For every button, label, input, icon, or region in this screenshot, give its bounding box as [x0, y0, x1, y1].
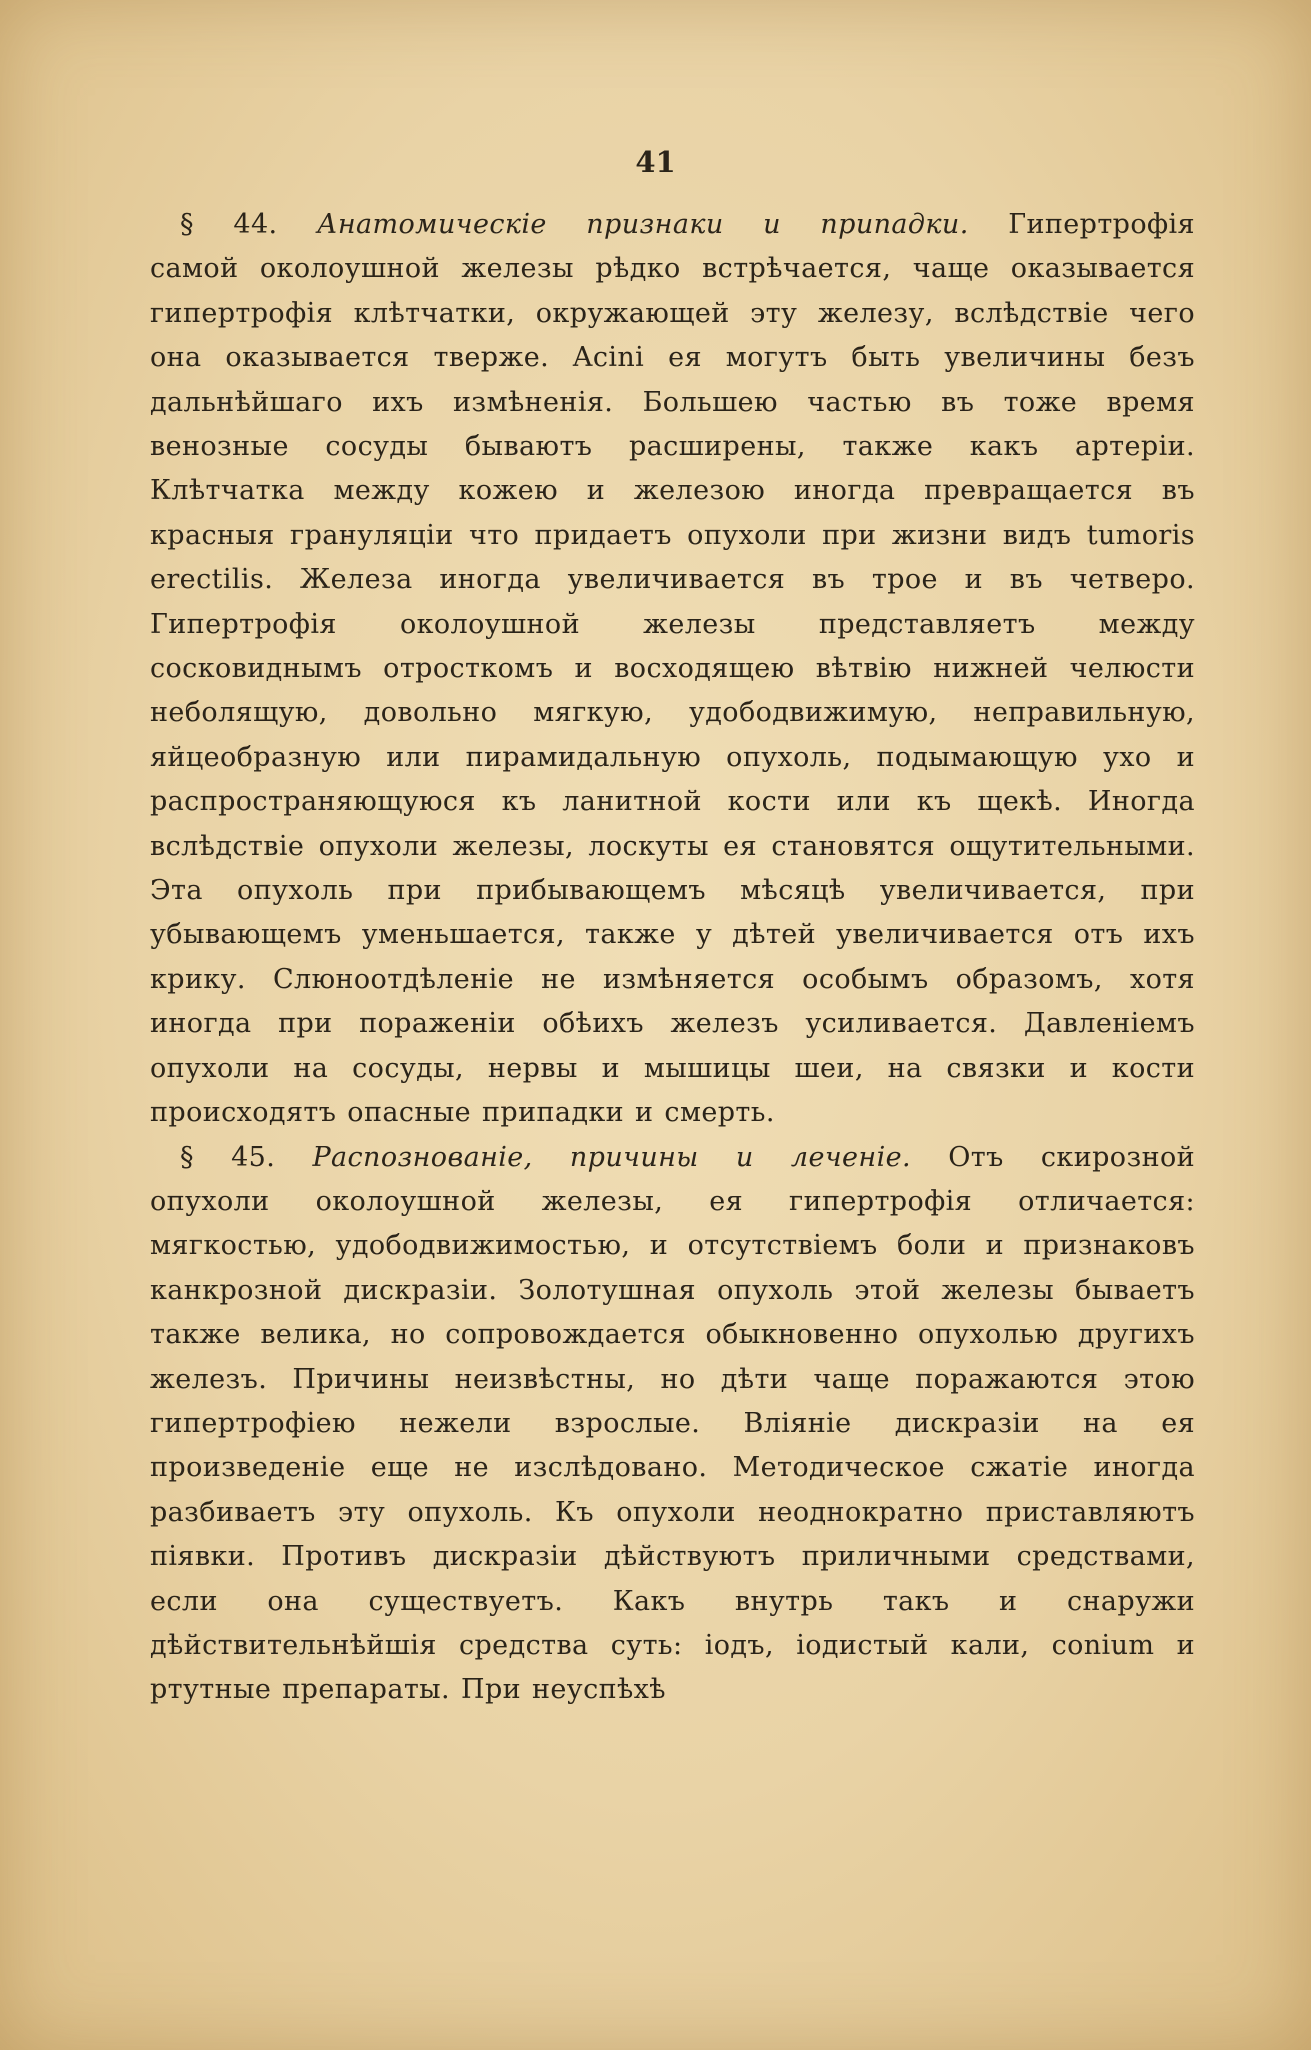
page-number: 41	[635, 145, 676, 179]
section-44-paragraph: самой околоушной железы рѣдко встрѣчается, чаще оказывается гипертрофія клѣтчатки, окружающей эту железу, вслѣдствіе чего она оказывается тверже. Acini ея могутъ быть увеличины безъ дальнѣйшаго ихъ измѣненія. Большею частью въ тоже время венозные сосуды бываютъ расширены, также какъ артеріи. Клѣтчатка между кожею и железою иногда превращается въ красныя грануляціи что придаетъ опухоли при жизни видъ tumoris erectilis. Железа иногда увеличивается въ трое и въ четверо. Гипертрофія околоушной железы представляетъ между сосковиднымъ отросткомъ и восходящею вѣтвію нижней челюсти неболящую, довольно мягкую, удободвижимую, неправильную, яйцеобразную или пирамидальную опухоль, подымающую ухо и распространяющуюся къ ланитной кости или къ щекѣ. Иногда вслѣдствіе опухоли железы, лоскуты ея становятся ощутительными. Эта опухоль при прибывающемъ мѣсяцѣ увеличивается, при убывающемъ уменьшается, также у дѣтей увеличивается отъ ихъ крику. Слюноотдѣленіе не измѣняется особымъ образомъ, хотя иногда при пораженіи обѣихъ железъ усиливается. Давленіемъ опухоли на сосуды, нервы и мышицы шеи, на связки и кости происходятъ опасные припадки и смерть.	[150, 253, 1195, 1129]
section-45-text	[150, 1180, 1195, 1713]
section-45-first-line-text: Отъ скирозной	[948, 1141, 1196, 1173]
section-44-text	[150, 247, 1195, 1135]
section-44-number: § 44.	[180, 209, 278, 240]
section-44-heading: Анатомическіе признаки и припадки.	[316, 209, 969, 240]
section-45-first-line	[150, 1136, 1195, 1180]
section-45-heading: Распознованіе, причины и леченіе.	[312, 1141, 912, 1173]
body-text	[150, 203, 1195, 1713]
section-44-first-line	[150, 203, 1195, 247]
section-45-number: § 45.	[180, 1141, 276, 1173]
section-45-paragraph: опухоли околоушной железы, ея гипертрофія отличается: мягкостью, удободвижимостью, и отсутствіемъ боли и признаковъ канкрозной дискразіи. Золотушная опухоль этой железы бываетъ также велика, но сопровождается обыкновенно опухолью другихъ железъ. Причины неизвѣстны, но дѣти чаще поражаются этою гипертрофіею нежели взрослые. Вліяніе дискразіи на ея произведеніе еще не изслѣдовано. Методическое сжатіе иногда разбиваетъ эту опухоль. Къ опухоли неоднократно приставляютъ піявки. Противъ дискразіи дѣйствуютъ приличными средствами, если она существуетъ. Какъ внутрь такъ и снаружи дѣйствительнѣйшія средства суть: іодъ, іодистый кали, conium и ртутные препараты. При неуспѣхѣ	[150, 1185, 1195, 1706]
section-44-first-line-text: Гипертрофія	[1008, 209, 1195, 240]
